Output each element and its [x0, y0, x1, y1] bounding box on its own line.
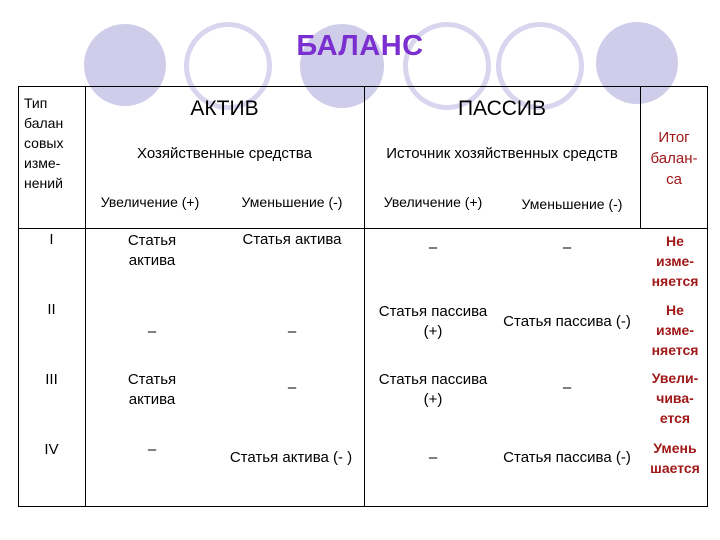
- passiv-header: ПАССИВ: [457, 97, 547, 120]
- table-cell: –: [562, 379, 572, 396]
- table-cell: Не изме- няется: [651, 233, 699, 289]
- aktiv-decrease-header: Уменьшение (-): [241, 194, 343, 210]
- table-cell: Умень шается: [650, 440, 700, 476]
- table-cell: Статья актива: [127, 232, 177, 269]
- table-cell: Статья пассива (-): [503, 449, 631, 466]
- table-cell: Статья пассива (+): [378, 303, 488, 340]
- passiv-subheader: Источник хозяйственных средств: [386, 145, 618, 162]
- table-cell: –: [147, 323, 157, 340]
- table-cell: Статья пассива (+): [378, 371, 488, 408]
- table-cell: Не изме- няется: [651, 302, 699, 358]
- row-type-label: III: [45, 371, 58, 388]
- row-type-label: I: [49, 231, 54, 248]
- table-cell: Статья актива: [242, 231, 342, 248]
- itog-header: Итог балан- са: [650, 128, 698, 188]
- passiv-decrease-header: Уменьшение (-): [521, 196, 623, 212]
- table-cell: –: [428, 449, 438, 466]
- table-cell: –: [147, 441, 157, 458]
- table-cell: –: [287, 379, 297, 396]
- slide-title: БАЛАНС: [296, 30, 424, 62]
- table-cell: Статья актива: [127, 371, 177, 408]
- table-cell: Увели- чива- ется: [651, 370, 699, 426]
- table-cell: –: [287, 323, 297, 340]
- type-column-header: Тип балан совых изме- нений: [24, 94, 64, 191]
- aktiv-header: АКТИВ: [190, 97, 259, 120]
- table-cell: –: [562, 239, 572, 256]
- aktiv-subheader: Хозяйственные средства: [137, 145, 312, 162]
- balance-table: [18, 86, 708, 507]
- table-cell: –: [428, 239, 438, 256]
- table-cell: Статья актива (- ): [229, 449, 353, 466]
- table-cell: Статья пассива (-): [503, 313, 631, 330]
- aktiv-increase-header: Увеличение (+): [100, 194, 200, 210]
- row-type-label: IV: [44, 441, 59, 458]
- row-type-label: II: [47, 301, 56, 318]
- passiv-increase-header: Увеличение (+): [383, 194, 483, 210]
